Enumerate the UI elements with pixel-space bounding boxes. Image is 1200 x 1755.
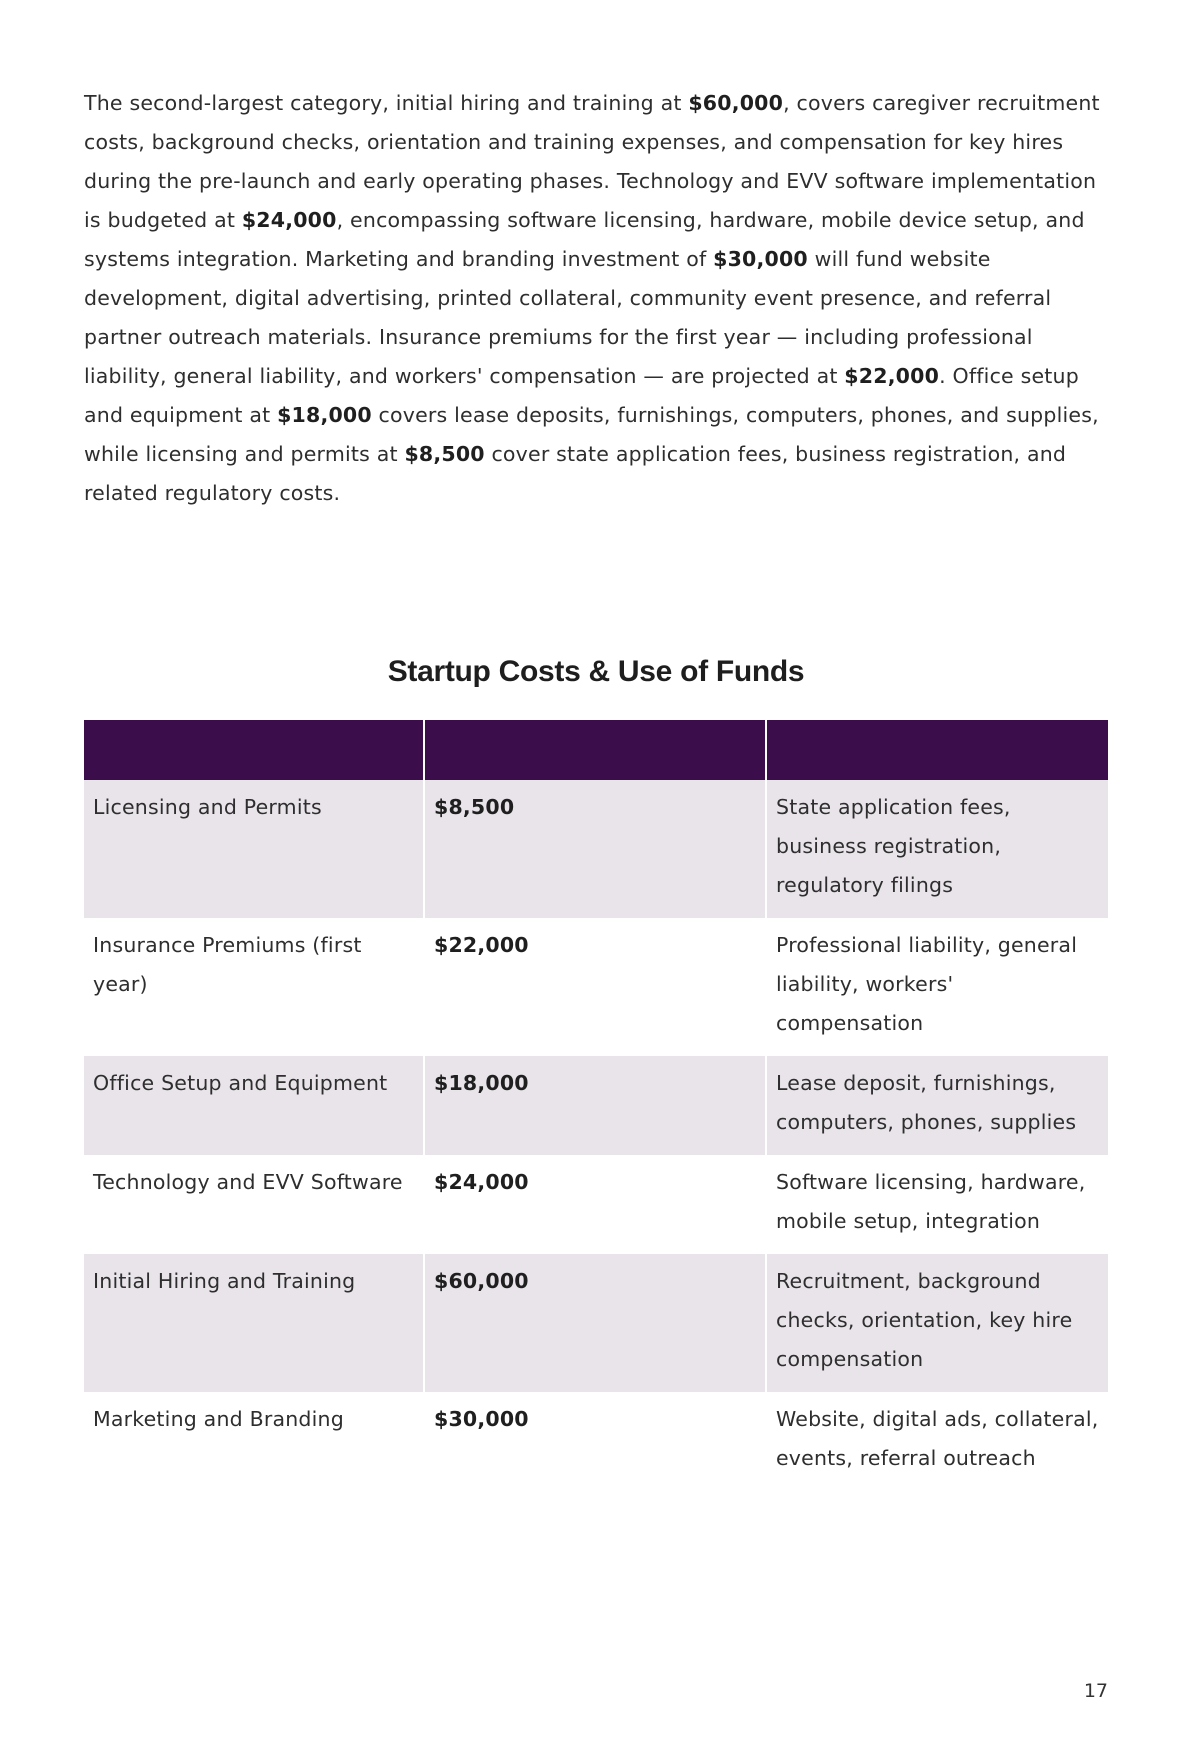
table-row xyxy=(84,918,1108,1056)
table-header-row xyxy=(84,720,1108,780)
cell-description: Professional liability, general liability, workers' compensation xyxy=(766,918,1108,1056)
intro-amount-insurance: $22,000 xyxy=(844,364,940,388)
cell-category: Technology and EVV Software xyxy=(84,1155,424,1254)
table-row xyxy=(84,1155,1108,1254)
cell-amount: $22,000 xyxy=(424,918,766,1056)
intro-amount-office: $18,000 xyxy=(277,403,372,427)
intro-text: . Office setup and equipment at xyxy=(84,364,1079,427)
cell-amount: $60,000 xyxy=(424,1254,766,1392)
cell-amount: $8,500 xyxy=(424,780,766,918)
startup-costs-table xyxy=(84,720,1108,1491)
intro-text: covers lease deposits, furnishings, computers, phones, and supplies, while licensing and permits at xyxy=(84,403,1099,466)
cell-amount: $30,000 xyxy=(424,1392,766,1491)
table-title: Startup Costs & Use of Funds xyxy=(387,655,805,688)
table-row xyxy=(84,780,1108,918)
header-cell-category xyxy=(84,720,424,780)
cell-category: Licensing and Permits xyxy=(84,780,424,918)
cell-description: Lease deposit, furnishings, computers, phones, supplies xyxy=(766,1056,1108,1155)
header-cell-description xyxy=(766,720,1108,780)
cell-amount: $24,000 xyxy=(424,1155,766,1254)
cell-description: State application fees, business registration, regulatory filings xyxy=(766,780,1108,918)
cell-description: Software licensing, hardware, mobile setup, integration xyxy=(766,1155,1108,1254)
cell-amount: $18,000 xyxy=(424,1056,766,1155)
intro-amount-technology: $24,000 xyxy=(241,208,337,232)
header-cell-amount xyxy=(424,720,766,780)
intro-text: , covers caregiver recruitment costs, background checks, orientation and training expenses, and compensation for key hires during the pre-launch and early operating phases. Technology and EVV software implementation is budgeted at xyxy=(84,91,1100,232)
intro-text: The second-largest category, initial hiring and training at xyxy=(84,91,689,115)
intro-text: will fund website development, digital advertising, printed collateral, community event presence, and referral partner outreach materials. Insurance premiums for the first year — including professional liability, general liability, and workers' compensation — are projected at xyxy=(84,247,1052,388)
intro-paragraph xyxy=(84,84,1108,513)
cell-description: Recruitment, background checks, orientation, key hire compensation xyxy=(766,1254,1108,1392)
table-row xyxy=(84,1392,1108,1491)
intro-amount-licensing: $8,500 xyxy=(404,442,485,466)
intro-amount-hiring: $60,000 xyxy=(688,91,784,115)
cell-description: Website, digital ads, collateral, events, referral outreach xyxy=(766,1392,1108,1491)
cell-category: Initial Hiring and Training xyxy=(84,1254,424,1392)
intro-amount-marketing: $30,000 xyxy=(713,247,808,271)
intro-text: , encompassing software licensing, hardware, mobile device setup, and systems integration. Marketing and branding investment of xyxy=(84,208,1085,271)
intro-text: cover state application fees, business registration, and related regulatory costs. xyxy=(84,442,1067,505)
cell-category: Insurance Premiums (first year) xyxy=(84,918,424,1056)
table-row xyxy=(84,1056,1108,1155)
cell-category: Marketing and Branding xyxy=(84,1392,424,1491)
document-page xyxy=(84,0,1108,1755)
cell-category: Office Setup and Equipment xyxy=(84,1056,424,1155)
table-row xyxy=(84,1254,1108,1392)
page-number: 17 xyxy=(1083,1680,1108,1702)
